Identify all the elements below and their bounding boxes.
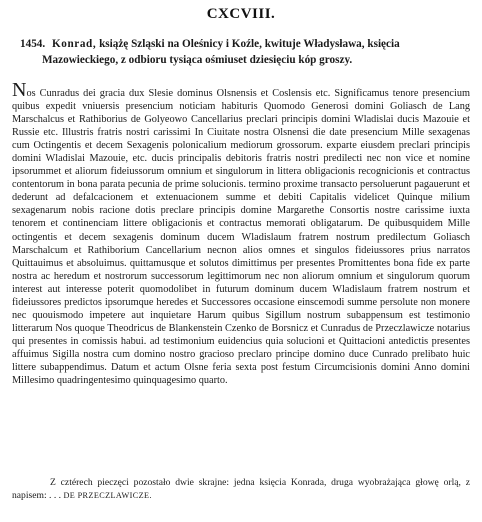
heading-year: 1454. [20,38,46,50]
seal-footnote [12,476,470,502]
drop-initial: N [12,79,27,101]
body-text: os Cunradus dei gracia dux Slesie dominus Olsnensis et Coslensis etc. Significamus tenore presencium quibus expedit vniuersis presencium noticiam habituris Quomodo Generosi domini Goliasch de Lang Marschalcus et Rathiborius de Golyeowo Cancellarius preclari principis domini Wladislai ducis Mazouie et Russie etc. Illustris fratris nostri carissimi In Ciuitate nostra Olsnensi die date presencium Mille sexagenas cum Octingentis et decem Sexagenis polonicalium mediorum grossorum. exparte eiusdem preclari principis domini Wladislai Mazouie, etc. ducis principalis debitoris fratris nostri predilecti nec non vice et nomine ipsorummet et aliorum fideiussorum omnium et singulorum in littera obligacionis recognicionis et contractus contentorum in bona parata pecunia de prime solucionis. termino proxime transacto persoluerunt pagauerunt et dederunt ad defalcacionem et extenuacionem summe et debiti Capitalis videlicet Quinque milium sexagenarum nobis racione dotis preclare principis domine Margarethe Consortis nostre carissime iuxta tenorem et continenciam littere obligacionis et contractus memorati obligatarum. De quibusquidem Mille octingentis et decem sexagenis dominum ducem Wladislaum fratrem nostrum predilectum Goliasch Marschalcum et Rathiborium Cancellarium necnon alios omnes et singulos fideiussores prius narratos Quittauimus et absoluimus. quittamusque et solutos dimittimus per presentes Promittentes bona fide ex parte nostra ac heredum et nostrorum successorum legittimorum nec non aliorum omnium et singulorum quorum interest aut interesse poterit quomodolibet in futurum dominum ducem Wladislaum fratrem nostrum et fideiussores predictos ipsorumque heredes et Successores occasione einscemodi summe persolute non monere nec quouismodo impetere aut inquietare Harum quibus Sigillum nostrum subappensum est testimonio litterarum Nos quoque Theodricus de Blankenstein Czenko de Borsnicz et Cunradus de Przeczlawicze notarius qui presentes in comissis habui. ad testimonium euidencius quia solucioni et Quittacioni antedictis presentes affuimus Sigilla nostra cum domino nostro gracioso preclaro principe domino duce Cunrado prelibato huic littere subappendimus. Datum et actum Olsne feria sexta post festum Circumcisionis domini Anno domini Millesimo quadringentesimo quinquagesimo quarto. [12,88,470,387]
heading-summary-line2: Mazowieckiego, z odbioru tysiąca ośmiuset dziesięciu kóp groszy. [42,54,353,66]
document-number: CXCVIII. [206,6,276,22]
document-body [12,79,470,387]
heading-summary-line1: książę Szląski na Oleśnicy i Koźle, kwituje Władysława, księcia [99,38,400,50]
heading-name: Konrad, [51,38,97,50]
document-heading [14,36,468,68]
footnote-text: Z cztérech pieczęci pozostało dwie skrajne: jedna księcia Konrada, druga wyobrażająca głowę orlą, z napisem: . . . [12,477,470,501]
seal-inscription: DE PRZECZLAWICZE. [63,491,152,500]
